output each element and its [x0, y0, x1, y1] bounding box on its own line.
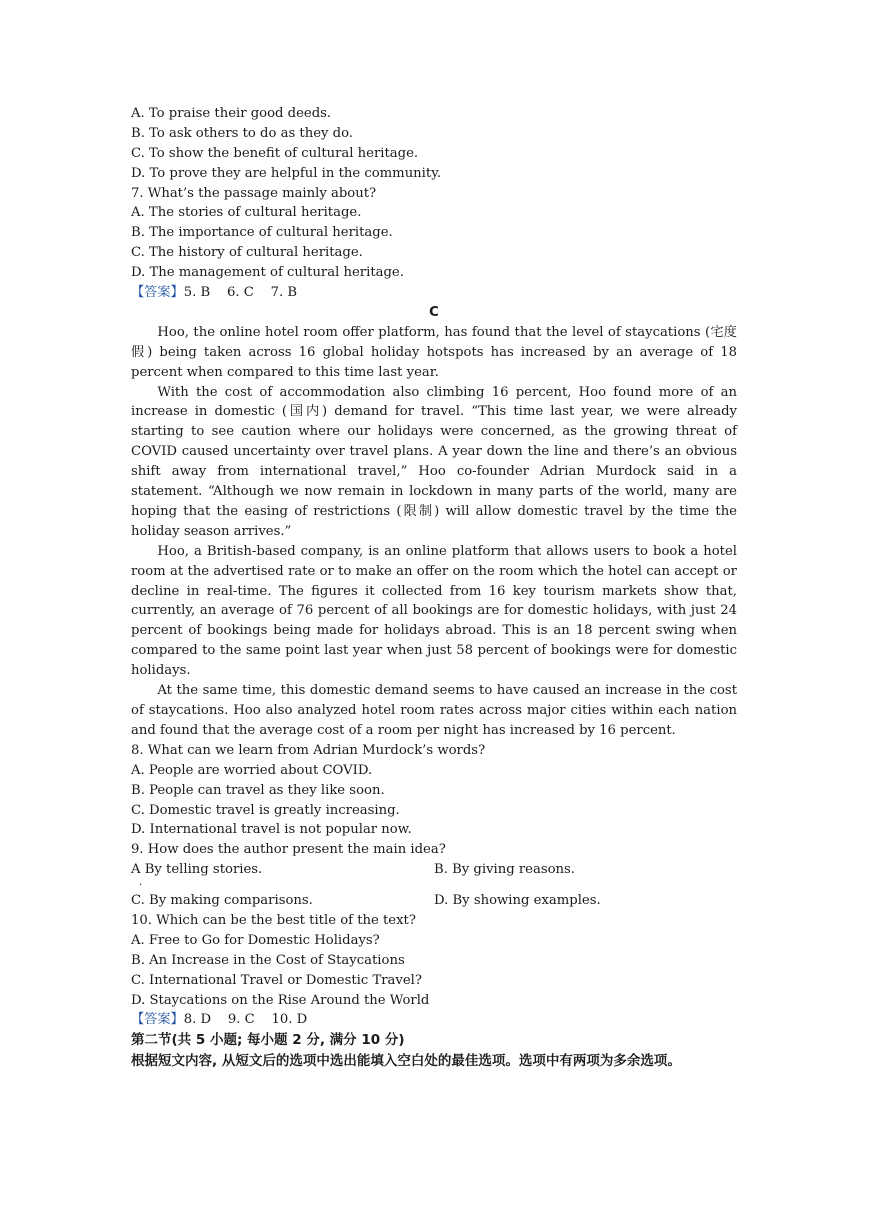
section2-instructions: 根据短文内容, 从短文后的选项中选出能填入空白处的最佳选项。选项中有两项为多余选项。 [131, 1053, 681, 1070]
q9-option-c: C. By making comparisons. [131, 893, 313, 909]
passage-paragraph-2: With the cost of accommodation also climbing 16 percent, Hoo found more of an increase in domestic (国内) demand for travel. “This time last year, we were already starting to see caution where our holidays were concerned, as the growing threat of COVID caused uncertainty over travel plans. A year down the line and there’s an obvious shift away from international travel,” Hoo co-founder Adrian Murdock said in a statement. “Although we now remain in lockdown in many parts of the world, many are hoping that the easing of restrictions (限制) will allow domestic travel by the time the holiday season arrives.” [131, 384, 737, 539]
q9-option-d: D. By showing examples. [434, 893, 601, 909]
q6-option-a: A. To praise their good deeds. [131, 106, 332, 121]
q8-option-b: B. People can travel as they like soon. [131, 782, 385, 798]
q9 [131, 840, 737, 911]
passage-paragraph-1: Hoo, the online hotel room offer platform, has found that the level of staycations (宅度假) being taken across 16 global holiday hotspots has increased by an average of 18 percent when compared to this time last year. [131, 324, 737, 380]
q8-option-c: C. Domestic travel is greatly increasing. [131, 802, 400, 818]
q7-option-c: C. The history of cultural heritage. [131, 245, 363, 261]
document-page [131, 104, 737, 1072]
passage-paragraph-4: At the same time, this domestic demand seems to have caused an increase in the cost of staycations. Hoo also analyzed hotel room rates across major cities within each nation and found that the average cost of a room per night has increased by 16 percent. [131, 683, 737, 738]
answer-text: 8. D 9. C 10. D [183, 1012, 308, 1028]
answer-text: 5. B 6. C 7. B [183, 285, 298, 301]
q9-stem: 9. How does the author present the main idea? [131, 842, 446, 858]
q6-options [131, 104, 737, 184]
stray-dot: · [139, 880, 143, 892]
q10-stem: 10. Which can be the best title of the text? [131, 912, 416, 928]
q7-option-a: A. The stories of cultural heritage. [131, 205, 362, 221]
answer-key-1 [131, 283, 737, 303]
q6-option-c: C. To show the benefit of cultural heritage. [131, 145, 419, 161]
q7-stem: 7. What’s the passage mainly about? [131, 185, 377, 201]
q8-stem: 8. What can we learn from Adrian Murdock’s words? [131, 742, 486, 758]
q10-option-c: C. International Travel or Domestic Travel? [131, 972, 422, 988]
q8 [131, 741, 737, 840]
q10-option-b: B. An Increase in the Cost of Staycations [131, 952, 405, 968]
q9-options-row-2 [131, 891, 737, 911]
q10-option-d: D. Staycations on the Rise Around the World [131, 992, 430, 1008]
q7-option-b: B. The importance of cultural heritage. [131, 225, 393, 241]
answer-tag: 【答案】 [131, 285, 184, 301]
passage [131, 323, 737, 741]
answer-tag: 【答案】 [131, 1012, 184, 1028]
answer-key-2 [131, 1010, 737, 1030]
q10 [131, 911, 737, 1010]
q6-option-b: B. To ask others to do as they do. [131, 125, 353, 141]
q6-option-d: D. To prove they are helpful in the community. [131, 165, 442, 181]
q10-option-a: A. Free to Go for Domestic Holidays? [131, 932, 380, 948]
q9-options-row-1 [131, 860, 737, 880]
section2-title: 第二节(共 5 小题; 每小题 2 分, 满分 10 分) [131, 1032, 405, 1049]
q9-option-b: B. By giving reasons. [434, 862, 575, 878]
q8-option-d: D. International travel is not popular now. [131, 822, 412, 838]
q7 [131, 184, 737, 283]
passage-paragraph-3: Hoo, a British-based company, is an online platform that allows users to book a hotel room at the advertised rate or to make an offer on the room which the hotel can accept or decline in real-time. The figures it collected from 16 key tourism markets show that, currently, an average of 76 percent of all bookings are for domestic holidays, with just 24 percent of bookings being made for holidays abroad. This is an 18 percent swing when compared to the same point last year when just 58 percent of bookings were for domestic holidays. [131, 543, 737, 679]
q7-option-d: D. The management of cultural heritage. [131, 265, 404, 281]
section-letter: C [429, 304, 439, 320]
q9-option-a: A By telling stories. [131, 862, 263, 878]
q8-option-a: A. People are worried about COVID. [131, 762, 373, 778]
